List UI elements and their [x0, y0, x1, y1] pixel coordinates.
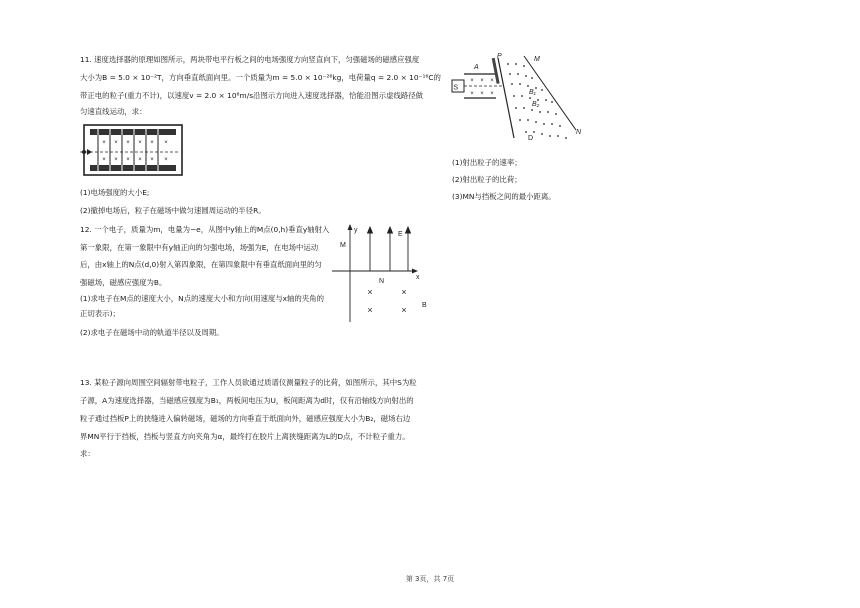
q12-line-3: 后，由x轴上的N点(d,0)射入第四象限，在第四象限中有垂直纸面向里的匀 [80, 260, 322, 269]
q13-line-5: 求： [80, 449, 95, 458]
svg-text:×: × [367, 287, 373, 297]
svg-text:×: × [150, 140, 154, 146]
q12-sub-2: (2)求电子在磁场中动的轨道半径以及周期。 [80, 328, 224, 337]
svg-text:×: × [401, 287, 407, 297]
field-e-label: E [398, 231, 403, 238]
svg-text:×: × [164, 140, 168, 146]
q11-line-2: 大小为B = 5.0 × 10⁻²T，方向垂直纸面向里。一个质量为m = 5.0 × 10⁻²⁶kg，电荷量q = 2.0 × 10⁻¹⁶C的 [80, 73, 441, 82]
boundary-n-label: N [576, 129, 582, 136]
q11-sub-1: (1)电场强度的大小E; [80, 188, 150, 197]
selector-a-label: A [474, 64, 479, 71]
page-footer: 第 3页，共 7页 [405, 575, 455, 583]
source-s-label: S [453, 84, 459, 92]
electron-field-figure [332, 222, 432, 322]
plate-p-label: P [497, 53, 502, 60]
field-b-label: B [422, 302, 427, 309]
svg-text:×: × [126, 157, 130, 163]
svg-text:×: × [490, 78, 494, 84]
svg-text:×: × [490, 91, 494, 97]
svg-text:×: × [114, 140, 118, 146]
q11-line-1: 11. 速度选择器的原理如图所示，两块带电平行板之间的电场强度方向竖直向下，匀强磁场的磁感应强度 [80, 55, 420, 64]
boundary-m-label: M [534, 56, 540, 63]
q11-line-4: 匀速直线运动，求： [80, 107, 147, 116]
svg-text:×: × [150, 157, 154, 163]
q13-line-2: 子源，A为速度选择器，当磁感应强度为B₁，两板间电压为U，板间距离为d时，仅有沿轴线方向射出的 [80, 396, 414, 405]
q12-line-4: 强磁场，磁感应强度为B。 [80, 278, 167, 287]
point-m-label: M [340, 242, 346, 249]
point-n-label: N [379, 278, 385, 285]
svg-text:×: × [480, 78, 484, 84]
velocity-selector-figure [80, 122, 186, 180]
q11-sub-2: (2)撤掉电场后，粒子在磁场中做匀速圆周运动的半径R。 [80, 206, 266, 215]
q13-line-3: 粒子通过挡板P上的狭缝进入偏转磁场，磁场的方向垂直于纸面向外，磁感应强度大小为B₂，磁场右边 [80, 414, 411, 423]
q12-sub-1: (1)求电子在M点的速度大小，N点的速度大小和方向(用速度与x轴的夹角的 [80, 294, 324, 303]
svg-text:×: × [470, 91, 474, 97]
q13-line-4: 界MN平行于挡板，挡板与竖直方向夹角为α，最终打在胶片上离狭缝距离为L的D点，不计粒子重力。 [80, 432, 410, 441]
svg-text:×: × [367, 305, 373, 315]
svg-text:×: × [138, 140, 142, 146]
mass-spectrometer-figure [450, 50, 586, 146]
q12-sub-1b: 正切表示)； [80, 309, 120, 318]
svg-text:×: × [401, 305, 407, 315]
svg-text:×: × [126, 140, 130, 146]
field-b1-label: B₁ [529, 89, 536, 96]
x-axis-label: x [416, 274, 420, 281]
svg-text:×: × [480, 91, 484, 97]
point-d-label: D [528, 135, 534, 142]
y-axis-label: y [354, 227, 358, 234]
svg-text:×: × [470, 78, 474, 84]
q13-sub-3: (3)MN与挡板之间的最小距离。 [452, 192, 556, 201]
svg-text:×: × [138, 157, 142, 163]
svg-text:×: × [102, 157, 106, 163]
q13-sub-1: (1)射出粒子的速率； [452, 158, 522, 167]
svg-text:×: × [102, 140, 106, 146]
svg-text:×: × [114, 157, 118, 163]
q12-line-1: 12. 一个电子，质量为m，电量为−e，从图中y轴上的M点(0,h)垂直y轴射入 [80, 225, 330, 234]
svg-text:×: × [164, 157, 168, 163]
q12-line-2: 第一象限，在第一象限中有y轴正向的匀强电场，场强为E，在电场中运动 [80, 243, 319, 252]
field-b2-label: B₂ [532, 101, 540, 108]
q13-sub-2: (2)射出粒子的比荷； [452, 175, 522, 184]
q11-line-3: 带正电的粒子(重力不计)，以速度v = 2.0 × 10⁶m/s沿图示方向进入速度选择器，恰能沿图示虚线路径做 [80, 91, 424, 100]
q13-line-1: 13. 某粒子源向周围空间辐射带电粒子，工作人员欲通过质谱仪测量粒子的比荷，如图所示，其中S为粒 [80, 378, 417, 387]
